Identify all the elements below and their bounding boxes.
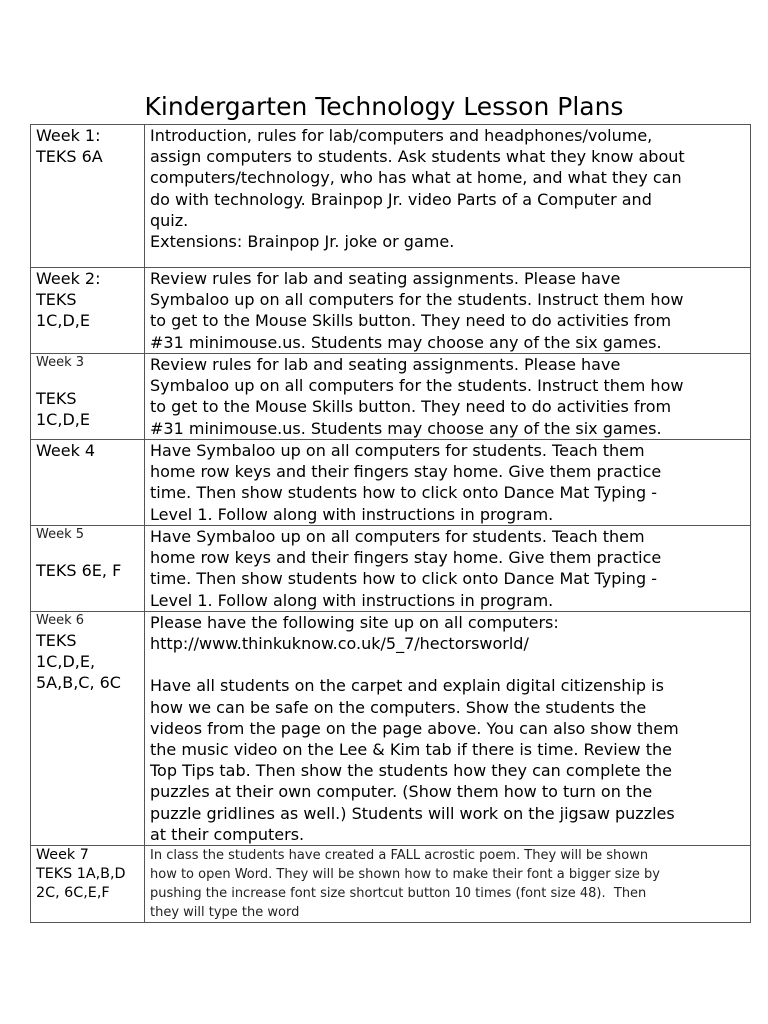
description-line: videos from the page on the page above. You can also show them: [150, 718, 679, 738]
description-line: Have Symbaloo up on all computers for students. Teach them: [150, 441, 645, 460]
description-line: home row keys and their fingers stay home. Give them practice: [150, 462, 662, 482]
description-line: #31 minimouse.us. Students may choose any of the six games.: [150, 332, 662, 352]
description-line: puzzles at their own computer. (Show them how to turn on the: [150, 782, 653, 802]
description-line: Introduction, rules for lab/computers and headphones/volume,: [150, 126, 653, 145]
description-line: puzzle gridlines as well.) Students will work on the jigsaw puzzles: [150, 803, 675, 823]
lesson-description: [145, 440, 751, 526]
description-line: the music video on the Lee & Kim tab if there is time. Review the: [150, 740, 672, 760]
description-line: home row keys and their fingers stay home. Give them practice: [150, 548, 662, 568]
description-line: they will type the word: [150, 905, 300, 921]
week-label: Week 2:: [36, 269, 101, 288]
table-row: [31, 846, 751, 923]
week-cell: [31, 125, 145, 268]
week-cell: [31, 268, 145, 354]
description-line: Have Symbaloo up on all computers for students. Teach them: [150, 527, 645, 546]
week-label: Week 4: [36, 441, 96, 460]
description-line: Please have the following site up on all computers:: [150, 613, 559, 632]
lesson-description: [145, 268, 751, 354]
page-title: Kindergarten Technology Lesson Plans: [144, 92, 624, 121]
description-line: do with technology. Brainpop Jr. video Parts of a Computer and: [150, 189, 652, 209]
description-line: time. Then show students how to click onto Dance Mat Typing -: [150, 483, 657, 503]
week-label: Week 5: [36, 527, 85, 542]
description-line: quiz.: [150, 210, 189, 230]
table-row: [31, 612, 751, 846]
teks-label: TEKS 1C,D,E: [36, 389, 90, 430]
description-line: time. Then show students how to click onto Dance Mat Typing -: [150, 569, 657, 589]
site-url: http://www.thinkuknow.co.uk/5_7/hectorsworld/: [150, 634, 529, 654]
lesson-description: [145, 526, 751, 612]
lesson-description: [145, 354, 751, 440]
lesson-plan-table: [30, 124, 751, 923]
description-line: Level 1. Follow along with instructions in program.: [150, 504, 554, 524]
description-line: to get to the Mouse Skills button. They need to do activities from: [150, 397, 672, 417]
description-line: Have all students on the carpet and explain digital citizenship is: [150, 676, 664, 696]
description-line: to get to the Mouse Skills button. They need to do activities from: [150, 311, 672, 331]
description-line: In class the students have created a FALL acrostic poem. They will be shown: [150, 848, 649, 864]
teks-label: TEKS 1C,D,E, 5A,B,C, 6C: [36, 631, 121, 693]
description-line: how to open Word. They will be shown how to make their font a bigger size by: [150, 867, 660, 883]
description-line: Review rules for lab and seating assignments. Please have: [150, 269, 621, 288]
week-label: Week 7: [36, 847, 89, 864]
description-line: Top Tips tab. Then show the students how they can complete the: [150, 761, 672, 781]
week-label: Week 6: [36, 613, 85, 628]
description-line: Extensions: Brainpop Jr. joke or game.: [150, 232, 455, 252]
description-line: assign computers to students. Ask students what they know about: [150, 147, 685, 167]
description-line: Symbaloo up on all computers for the students. Instruct them how: [150, 376, 684, 396]
week-cell: [31, 612, 145, 846]
week-label: Week 1:: [36, 126, 101, 145]
description-line: at their computers.: [150, 824, 305, 844]
table-row: [31, 526, 751, 612]
table-row: [31, 268, 751, 354]
lesson-description: [145, 846, 751, 923]
table-row: [31, 354, 751, 440]
teks-label: TEKS 6E, F: [36, 561, 122, 580]
table-row: [31, 440, 751, 526]
description-line: Level 1. Follow along with instructions in program.: [150, 590, 554, 610]
description-line: computers/technology, who has what at home, and what they can: [150, 168, 682, 188]
week-cell: [31, 440, 145, 526]
table-row: [31, 125, 751, 268]
lesson-description: [145, 612, 751, 846]
description-line: how we can be safe on the computers. Show the students the: [150, 697, 647, 717]
week-cell: [31, 526, 145, 612]
week-label: Week 3: [36, 355, 85, 370]
description-line: #31 minimouse.us. Students may choose any of the six games.: [150, 418, 662, 438]
teks-label: TEKS 1C,D,E: [36, 290, 90, 331]
teks-label: TEKS 6A: [36, 147, 103, 167]
week-cell: [31, 354, 145, 440]
description-line: Review rules for lab and seating assignments. Please have: [150, 355, 621, 374]
description-line: Symbaloo up on all computers for the students. Instruct them how: [150, 290, 684, 310]
lesson-description: [145, 125, 751, 268]
description-line: pushing the increase font size shortcut button 10 times (font size 48). Then: [150, 886, 647, 902]
teks-label: TEKS 1A,B,D 2C, 6C,E,F: [36, 865, 126, 901]
week-cell: [31, 846, 145, 923]
